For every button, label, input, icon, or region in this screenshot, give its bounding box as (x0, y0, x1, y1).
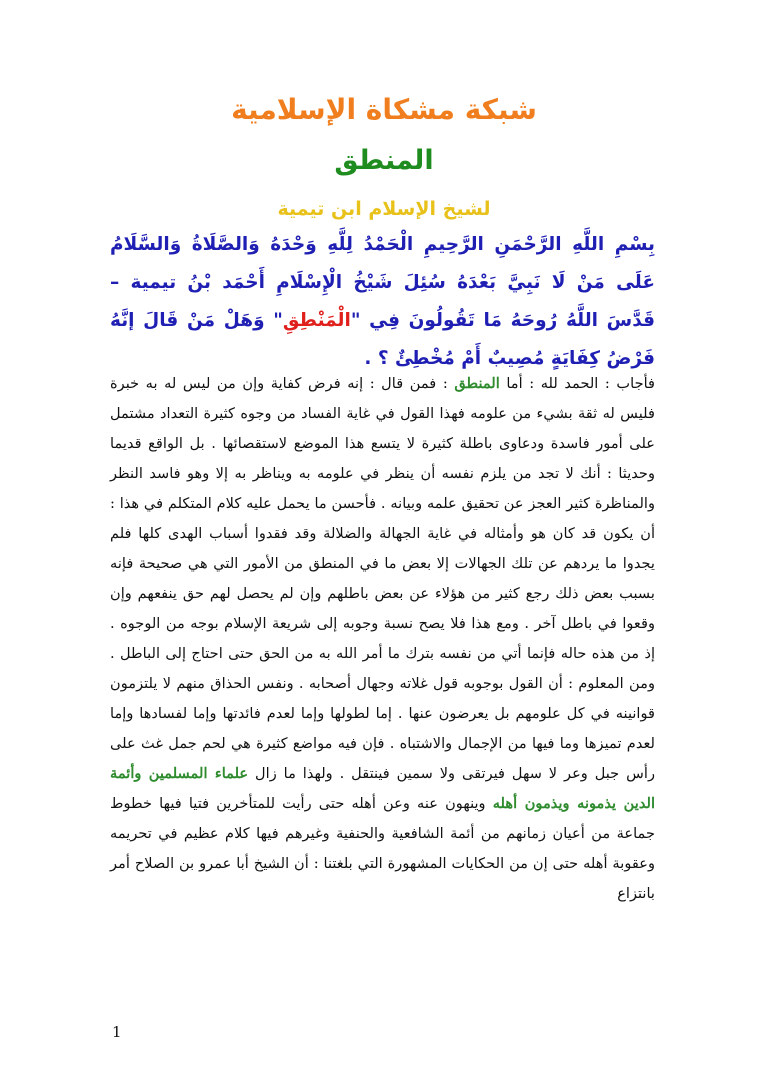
author-line: لشيخ الإسلام ابن تيمية (277, 198, 491, 220)
answer-text-part3: وينهون عنه وعن أهله حتى رأيت للمتأخرين فتيا فيها خطوط جماعة من أعيان زمانهم من أئمة الشافعية والحنفية وغيرهم فيها كلام عظيم في تحريمه وعقوبة أهله حتى إن من الحكايات المشهورة التي بلغتنا : أن الشيخ أبا عمرو بن الصلاح أمر بانتزاع (110, 795, 655, 902)
question-paragraph (110, 226, 655, 378)
book-title: المنطق (334, 145, 434, 176)
answer-text-part1: فأجاب : الحمد لله : أما (506, 375, 656, 392)
answer-term-mantiq: المنطق (454, 375, 500, 392)
answer-paragraph (110, 369, 655, 909)
question-text-part2: " وَهَلْ مَنْ قَالَ إنَّهُ فَرْضُ كِفَايَةٍ مُصِيبٌ أَمْ مُخْطِئٌ ؟ . (110, 310, 655, 369)
question-term: الْمَنْطِقِ (282, 310, 351, 331)
answer-text-part2: : فمن قال : إنه فرض كفاية وإن من ليس له به خبرة فليس له ثقة بشيء من علومه فهذا القول في غاية الفساد من وجوه كثيرة التعداد مشتمل على أمور فاسدة ودعاوى باطلة كثيرة لا يتسع هذا الموضع لاستقصائها . بل الواقع قديما وحديثا : أنك لا تجد من يلزم نفسه أن ينظر في علومه به ويناظر به إلا وهو فاسد النظر والمناظرة كثير العجز عن تحقيق علمه وبيانه . فأحسن ما يحمل عليه كلام المتكلم في هذا : أن يكون قد كان هو وأمثاله في غاية الجهالة والضلالة وقد فقدوا أسباب الهدى كلها فلم يجدوا ما يردهم عن تلك الجهالات إلا بعض ما في المنطق من الأمور التي هي صحيحة فإنه بسبب بعض ذلك رجع كثير من هؤلاء عن بعض باطلهم وإن لم يحصل لهم حق ينفعهم وإن وقعوا في باطل آخر . ومع هذا فلا يصح نسبة وجوبه إلى شريعة الإسلام بوجه من الوجوه . إذ من هذه حاله فإنما أتي من نفسه بترك ما أمر الله به من الحق حتى احتاج إلى الباطل . ومن المعلوم : أن القول بوجوبه قول غلاته وجهال أصحابه . ونفس الحذاق منهم لا يلتزمون قوانينه في كل علومهم بل يعرضون عنها . إما لطولها وإما لعدم فائدتها وإما لفسادها وإما لعدم تميزها وما فيها من الإجمال والاشتباه . فإن فيه مواضع كثيرة هي لحم جمل غث على رأس جبل وعر لا سهل فيرتقى ولا سمين فينتقل . ولهذا ما زال (110, 375, 656, 782)
page-number: 1 (112, 1023, 122, 1041)
answer-term-scholars: علماء المسلمين وأئمة الدين يذمونه ويذمون أهله (110, 765, 655, 812)
question-text-part1: بِسْمِ اللَّهِ الرَّحْمَنِ الرَّحِيمِ الْحَمْدُ لِلَّهِ وَحْدَهُ وَالصَّلَاةُ وَالسَّلَامُ عَلَى مَنْ لَا نَبِيَّ بَعْدَهُ سُئِلَ شَيْخُ الْإِسْلَامِ أَحْمَد بْنُ تيمية – قَدَّسَ اللَّهُ رُوحَهُ مَا تَقُولُونَ فِي " (110, 234, 655, 331)
site-title: شبكة مشكاة الإسلامية (231, 93, 537, 126)
